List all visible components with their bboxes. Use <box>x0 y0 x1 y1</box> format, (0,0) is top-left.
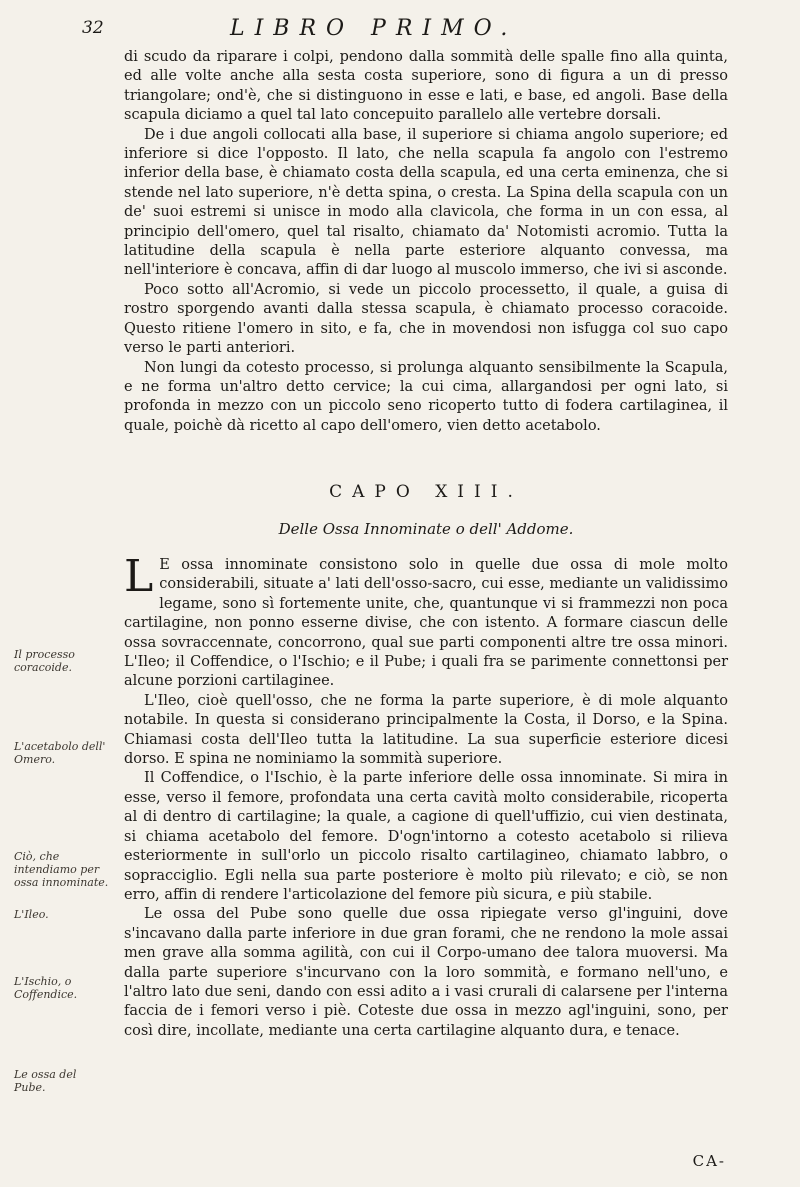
margin-note: Ciò, che intendiamo per ossa innominate. <box>14 850 109 889</box>
chapter-title: CAPO XIII. <box>329 482 523 502</box>
paragraph: De i due angoli collocati alla base, il superiore si chiama angolo superiore; ed inferiore si dice l'opposto. Il lato, che nella scapula fa angolo con l'estremo inferior della base, è chiamato costa della scapula, ed una certa eminenza, che si stende nel lato superiore, n'è detta spina, o cresta. La Spina della scapula con un de' suoi estremi si unisce in modo alla clavicola, che forma in un con essa, al principio dell'omero, quel tal risalto, chiamato da' Notomisti acromio. Tutta la latitudine della scapula è nella parte esteriore alquanto convessa, ma nell'interiore è concava, affin di dar luogo al muscolo immerso, che ivi si asconde. <box>124 126 728 279</box>
paragraph: L'Ileo, cioè quell'osso, che ne forma la parte superiore, è di mole alquanto notabile. In questa si considerano principalmente la Costa, il Dorso, e la Spina. Chiamasi costa dell'Ileo tutta la latitudine. La sua superficie esteriore dicesi dorso. E spina ne nominiamo la sommità superiore. <box>124 692 728 768</box>
paragraph: Poco sotto all'Acromio, si vede un piccolo processetto, il quale, a guisa di rostro sporgendo avanti dalla stessa scapula, è chiamato processo coracoide. Questo ritiene l'omero in sito, e fa, che in movendosi non isfugga col suo capo verso le parti anteriori. <box>124 281 728 357</box>
margin-note: L'Ischio, o Coffendice. <box>14 975 78 1001</box>
paragraph-text: E ossa innominate consistono solo in quelle due ossa di mole molto considerabili, situate a' lati dell'osso-sacro, cui esse, mediante un validissimo legame, sono sì fortemente unite, che, quantunque vi si frammezzi non poca cartilagine, non ponno esserne divise, che con istento. A formare ciascun delle ossa sovraccennate, concorrono, qual sue parti componenti altre tre ossa minori. L'Ileo; il Coffendice, o l'Ischio; e il Pube; i quali fra se parimente connettonsi per alcune porzioni cartilaginee. <box>124 557 728 690</box>
running-header <box>80 16 720 46</box>
margin-note: L'Ileo. <box>14 908 49 921</box>
catchword: CA- <box>692 1152 726 1170</box>
paragraph <box>124 551 728 692</box>
body-text-bottom <box>124 551 728 1041</box>
drop-cap: L <box>124 551 154 602</box>
margin-note: Le ossa del Pube. <box>14 1068 77 1094</box>
margin-note: Il processo coracoide. <box>14 648 75 674</box>
chapter-subtitle: Delle Ossa Innominate o dell' Addome. <box>278 520 574 538</box>
paragraph: Non lungi da cotesto processo, si prolunga alquanto sensibilmente la Scapula, e ne forma un'altro detto cervice; la cui cima, allargandosi per ogni lato, si profonda in mezzo con un piccolo seno ricoperto tutto di fodera cartilaginea, il quale, poichè dà ricetto al capo dell'omero, vien detto acetabolo. <box>124 359 728 434</box>
paragraph: di scudo da riparare i colpi, pendono dalla sommità delle spalle fino alla quinta, ed alle volte anche alla sesta costa superiore, sono di figura a un di presso triangolare; ond'è, che si distinguono in esse e lati, e base, ed angoli. Base della scapula diciamo a quel tal lato concepuito parallelo alle vertebre dorsali. <box>124 49 728 124</box>
margin-note: L'acetabolo dell' Omero. <box>14 740 106 766</box>
page-number: 32 <box>82 18 104 38</box>
body-text-top <box>124 48 728 436</box>
paragraph: Le ossa del Pube sono quelle due ossa ripiegate verso gl'inguini, dove s'incavano dalla parte inferiore in due gran forami, che ne rendono la mole assai men grave alla somma agilità, con cui il Corpo-umano dee talora muoversi. Ma dalla parte superiore s'incurvano con la loro sommità, e formano nell'uno, e l'altro lato due seni, dando con essi adito a i vasi crurali di calarsene per l'interna faccia de i femori verso i piè. Coteste due ossa in mezzo agl'inguini, sono, per così dire, incollate, mediante una certa cartilagine alquanto dura, e tenace. <box>124 906 728 1039</box>
running-title: LIBRO PRIMO. <box>230 16 518 41</box>
paragraph: Il Coffendice, o l'Ischio, è la parte inferiore delle ossa innominate. Si mira in esse, verso il femore, profondata una certa cavità molto considerabile, ricoperta al di dentro di cartilagine; la quale, a cagione di quell'uffizio, cui vien destinata, si chiama acetabolo del femore. D'ogn'intorno a cotesto acetabolo si rilieva esteriormente in sull'orlo un piccolo risalto cartilagineo, chiamato labbro, o sopracciglio. Egli nella sua parte posteriore è molto più rilevato; e ciò, se non erro, affin di rendere l'articolazione del femore più sicura, e più stabile. <box>124 770 728 903</box>
